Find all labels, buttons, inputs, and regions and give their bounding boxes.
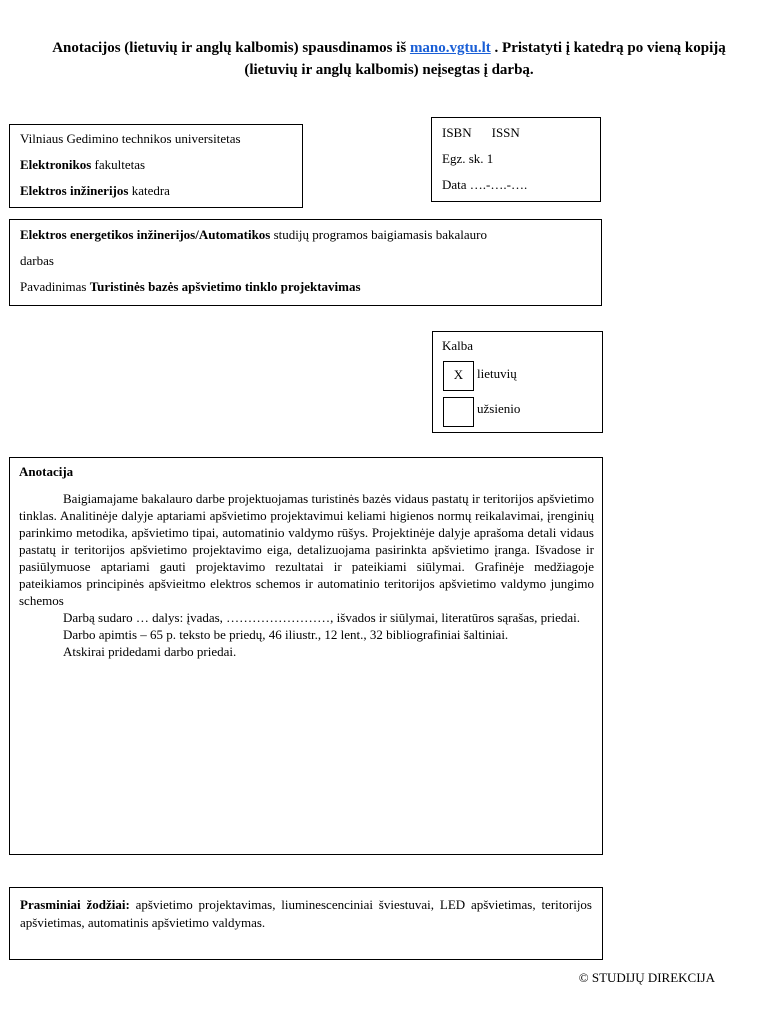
thesis-title: Turistinės bazės apšvietimo tinklo projektavimas — [89, 279, 361, 294]
program-line-2: darbas — [20, 253, 54, 268]
mano-vgtu-link[interactable]: mano.vgtu.lt — [409, 40, 491, 56]
language-box — [432, 331, 603, 433]
department-suffix: katedra — [128, 183, 170, 198]
program-description: studijų programos baigiamasis bakalauro — [270, 227, 487, 242]
department-name: Elektros inžinerijos — [20, 183, 129, 198]
copies-count: Egz. sk. 1 — [442, 151, 494, 166]
language-foreign-checkbox[interactable] — [443, 397, 474, 427]
annotation-paragraph: Baigiamajame bakalauro darbe projektuojamas turistinės bazės vidaus pastatų ir teritorijos apšvietimo tinklas. Analitinėje dalyje aptariami apšvietimo projektavimui keliami higienos normų reikalavimai, įrenginių parinkimo metodika, apšvietimo tipai, automatinio valdymo rūšys. Projektinėje dalyje aprašoma detali vidaus pastatų ir teritorijos apšvietimo projektavimo eiga, detalizuojama pasirinkta apšvietimo įranga. Išvadose ir pasiūlymuose aptariami gauti projektavimo rezultatai ir pateikiami siūlymai. Grafinėje medžiagoje pateikiamos principinės apšvieitmo elektros schemos ir automatinio teritorijos apšvietimo valdymo jungimo schemos — [19, 491, 594, 608]
annotation-paragraph: Darbo apimtis – 65 p. teksto be priedų, 46 iliustr., 12 lent., 32 bibliografiniai šaltiniai. — [63, 627, 509, 642]
isbn-box — [431, 117, 601, 202]
isbn-label: ISBN — [442, 125, 472, 140]
issn-label: ISSN — [491, 125, 520, 140]
university-name: Vilniaus Gedimino technikos universitetas — [20, 131, 241, 146]
institution-box — [9, 124, 303, 208]
program-line — [20, 222, 591, 248]
language-lithuanian-checkbox[interactable]: X — [443, 361, 474, 391]
page-header — [30, 37, 748, 81]
thesis-title-line — [20, 274, 591, 300]
isbn-issn-line — [442, 120, 590, 146]
department-line — [20, 178, 292, 204]
annotation-box — [9, 457, 603, 855]
faculty-name: Elektronikos — [20, 157, 92, 172]
annotation-paragraph: Darbą sudaro … dalys: įvadas, ……………………, išvados ir siūlymai, literatūros sąrašas, priedai. — [63, 610, 581, 625]
footer-copyright: © STUDIJŲ DIREKCIJA — [578, 970, 715, 985]
program-box — [9, 219, 602, 306]
faculty-suffix: fakultetas — [91, 157, 146, 172]
keywords-label: Prasminiai žodžiai: — [20, 897, 130, 912]
faculty-line — [20, 152, 292, 178]
keywords-box — [9, 887, 603, 960]
language-foreign-label: užsienio — [477, 401, 521, 416]
language-lithuanian-label: lietuvių — [477, 366, 517, 381]
program-name: Elektros energetikos inžinerijos/Automatikos — [20, 227, 271, 242]
header-text-2: . Pristatyti į katedrą po vieną kopiją (lietuvių ir anglų kalbomis) neįsegtas į darbą. — [244, 40, 726, 78]
annotation-body — [19, 490, 594, 660]
annotation-title: Anotacija — [19, 464, 74, 479]
thesis-title-label: Pavadinimas — [20, 279, 90, 294]
header-text-1: Anotacijos (lietuvių ir anglų kalbomis) spausdinamos iš — [52, 40, 410, 56]
date-field: Data ….-….-…. — [442, 177, 528, 192]
annotation-paragraph: Atskirai pridedami darbo priedai. — [63, 644, 237, 659]
keywords-text: apšvietimo projektavimas, liuminescenciniai šviestuvai, LED apšvietimas, teritorijos apšvietimas, automatinis apšvietimo valdymas. — [20, 897, 592, 930]
language-label: Kalba — [442, 338, 474, 353]
